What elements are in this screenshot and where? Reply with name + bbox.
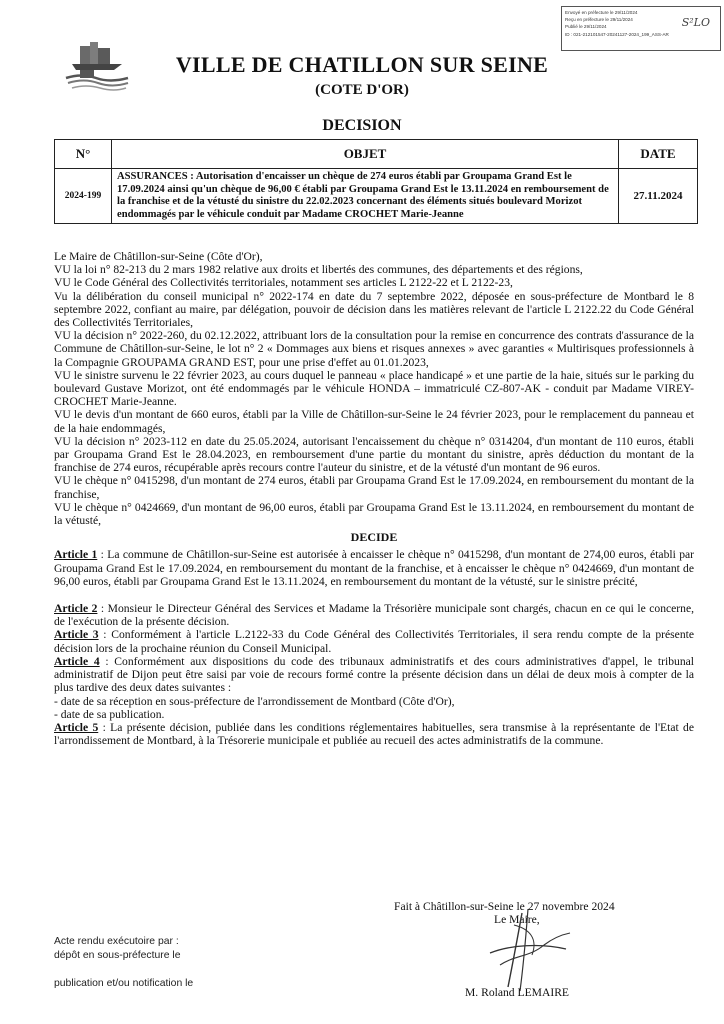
article-label: Article 3 — [54, 628, 99, 642]
signatory-role: Le Maire, — [494, 913, 540, 926]
page-subtitle: (COTE D'OR) — [315, 82, 409, 98]
article-text: : La présente décision, publiée dans les conditions réglementaires habituelles, sera transmise à la représentante de l'Etat de l'arrondissement de Montbard, à la Trésorerie municipale et publiée au recueil des actes administratifs de la commune. — [54, 720, 694, 748]
article-4 — [54, 655, 694, 695]
stamp-published: Publié le 29/11/2024 — [565, 24, 607, 30]
article-2 — [54, 602, 694, 628]
article-4-item: - date de sa publication. — [54, 707, 165, 721]
footer-publication: publication et/ou notification le — [54, 978, 194, 989]
footer-deposit: dépôt en sous-préfecture le — [54, 950, 181, 961]
visa-line: Vu la délibération du conseil municipal n° 2022-174 en date du 7 septembre 2022, déposée en sous-préfecture de Montbard le 8 septembre 2022, confiant au maire, par délégation, pouvoir de décision dans les matières relevant de l'article L 2122.22 du Code Général des Collectivités Territoriales, — [54, 289, 694, 330]
decide-heading: DECIDE — [350, 530, 398, 545]
intro-line: Le Maire de Châtillon-sur-Seine (Côte d'Or), — [54, 250, 263, 263]
signature-mark — [470, 905, 580, 995]
decision-number: 2024-199 — [55, 169, 112, 224]
visa-line: VU la loi n° 82-213 du 2 mars 1982 relative aux droits et libertés des communes, des départements et des régions, — [54, 263, 583, 277]
signed-at: Fait à Châtillon-sur-Seine le 27 novembre 2024 — [394, 900, 615, 913]
decision-object: ASSURANCES : Autorisation d'encaisser un chèque de 274 euros établi par Groupama Grand Est le 17.09.2024 ainsi qu'un chèque de 96,00 € établi par Groupama Grand Est le 13.11.2024 en remboursement de la franchise et de la vétusté du sinistre du 22.02.2023 concernant des éléments situés boulevard Morizot endommagés par le véhicule conduit par Madame CROCHET Marie-Jeanne — [112, 169, 619, 224]
article-text: : La commune de Châtillon-sur-Seine est autorisée à encaisser le chèque n° 0415298, d'un montant de 274,00 euros, établi par Groupama Grand Est le 17.09.2024, en remboursement du montant de la franchise, et à encaisser le chèque n° 0424669, d'un montant de 96,00 euros, établi par Groupama Grand Est le 13.11.2024, en remboursement du montant de la vétusté, sur le sinistre précité, — [54, 548, 694, 588]
footer-exec: Acte rendu exécutoire par : — [54, 936, 179, 947]
signatory-name: M. Roland LEMAIRE — [465, 986, 570, 999]
article-label: Article 1 — [54, 548, 98, 562]
page-title: VILLE DE CHATILLON SUR SEINE — [175, 52, 549, 77]
article-label: Article 2 — [54, 602, 98, 616]
stamp-handwritten-note: S²LO — [681, 16, 710, 29]
visa-line: VU le sinistre survenu le 22 février 2023, au cours duquel le panneau « place handicapé » et une partie de la haie, situés sur le parking du boulevard Gustave Morizot, ont été endommagés par le véhicule HONDA – immatriculé CZ-807-AK - conduit par Madame VIREY-CROCHET Marie-Jeanne. — [54, 368, 694, 409]
article-5 — [54, 721, 694, 747]
decision-date: 27.11.2024 — [619, 169, 698, 224]
article-label: Article 5 — [54, 720, 99, 734]
article-text: : Conformément à l'article L.2122-33 du Code Général des Collectivités Territoriales, il sera rendu compte de la présente décision lors de la prochaine réunion du Conseil Municipal. — [54, 628, 694, 655]
col-num-header: N° — [55, 140, 112, 169]
table-row — [55, 169, 698, 224]
decision-table — [54, 139, 698, 224]
decision-heading: DECISION — [322, 117, 402, 134]
visa-line: VU la décision n° 2023-112 en date du 25.05.2024, autorisant l'encaissement du chèque n° 0314204, d'un montant de 110 euros, établi par Groupama Grand Est le 28.04.2023, en remboursement d'une partie du montant du sinistre, après déduction du montant de la franchise de 274 euros, récupérable après recours contre l'auteur du sinistre, et de la vétusté d'un montant de 96 euros. — [54, 434, 694, 475]
visa-line: VU le Code Général des Collectivités territoriales, notamment ses articles L 2122-22 et L 2122-23, — [54, 276, 513, 290]
stamp-received: Reçu en préfecture le 29/11/2024 — [565, 17, 633, 23]
article-label: Article 4 — [54, 654, 100, 668]
col-date-header: DATE — [619, 140, 698, 169]
visa-line: VU le devis d'un montant de 660 euros, établi par la Ville de Châtillon-sur-Seine le 24 février 2023, pour le remplacement du panneau et de la haie endommagés, — [54, 408, 694, 435]
visa-line: VU la décision n° 2022-260, du 02.12.2022, attribuant lors de la consultation pour la remise en concurrence des contrats d'assurance de la Commune de Châtillon-sur-Seine, le lot n° 2 « Dommages aux biens et risques annexes » avec garanties « Multirisques professionnels à la Compagnie GROUPAMA GRAND EST, pour une prise d'effet au 01.01.2023, — [54, 329, 694, 369]
article-text: : Monsieur le Directeur Général des Services et Madame la Trésorière municipale sont chargés, chacun en ce qui le concerne, de l'exécution de la présente décision. — [54, 602, 694, 629]
visa-line: VU le chèque n° 0415298, d'un montant de 274 euros, établi par Groupama Grand Est le 17.09.2024, en remboursement du montant de la franchise, — [54, 474, 694, 501]
article-4-item: - date de sa réception en sous-préfecture de l'arrondissement de Montbard (Côte d'Or), — [54, 694, 455, 708]
visa-line: VU le chèque n° 0424669, d'un montant de 96,00 euros, établi par Groupama Grand Est le 13.11.2024, en remboursement du montant de la vétusté, — [54, 500, 694, 528]
reception-stamp — [561, 6, 721, 51]
article-3 — [54, 628, 694, 654]
decision-body — [54, 250, 694, 747]
col-objet-header: OBJET — [112, 140, 619, 169]
article-1 — [54, 548, 694, 588]
stamp-sent: Envoyé en préfecture le 29/11/2024 — [565, 10, 638, 15]
stamp-id: ID : 021-212101547-20241127-2024_199_ASS-AR — [565, 31, 669, 37]
article-text: : Conformément aux dispositions du code des tribunaux administratifs et des cours administratives d'appel, le tribunal administratif de Dijon peut être saisi par voie de recours formé contre la présente décision dans un délai de deux mois à compter de la plus tardive des deux dates suivantes : — [54, 654, 694, 695]
